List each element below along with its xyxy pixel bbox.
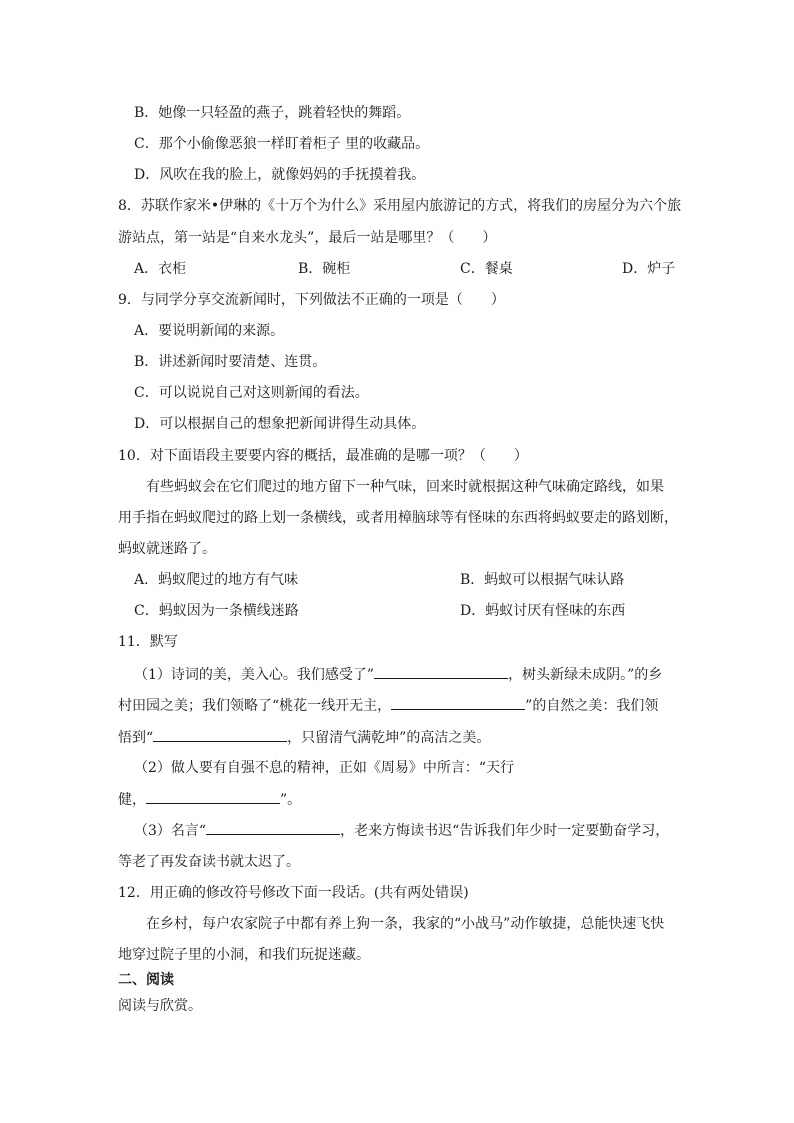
q12-passage-line1: 在乡村，每户农家院子中都有养上狗一条，我家的“小战马”动作敏捷，总能快速飞快 — [146, 916, 665, 932]
section-subtitle: 阅读与欣赏。 — [118, 998, 202, 1014]
q9-stem: 9．与同学分享交流新闻时，下列做法不正确的一项是（ ） — [118, 292, 505, 308]
fill-blank-3[interactable] — [153, 727, 287, 742]
q11-part1-text-e: 悟到“ — [118, 730, 154, 746]
q8-option-b: B．碗柜 — [298, 261, 351, 277]
q11-part1-text-f: ，只留清气满乾坤”的高洁之美。 — [287, 730, 491, 746]
q10-passage-line3: 蚂蚁就迷路了。 — [118, 541, 216, 557]
q9-option-d: D．可以根据自己的想象把新闻讲得生动具体。 — [134, 416, 426, 432]
q11-part1-text-a: （1）诗词的美，美入心。我们感受了” — [134, 667, 375, 683]
q9-option-a: A．要说明新闻的来源。 — [134, 323, 285, 339]
q10-passage-line2: 用手指在蚂蚁爬过的路上划一条横线，或者用樟脑球等有怪味的东西将蚂蚁要走的路划断， — [118, 510, 678, 526]
q10-option-c: C．蚂蚁因为一条横线迷路 — [134, 603, 299, 619]
q11-part3-line2: 等老了再发奋读书就太迟了。 — [118, 854, 300, 870]
q8-option-a: A．衣柜 — [134, 261, 187, 277]
q11-part3-text-a: （3）名言“ — [134, 823, 207, 839]
q11-part2-line2 — [118, 789, 301, 809]
q8-option-d: D．炉子 — [622, 261, 676, 277]
q10-option-d: D．蚂蚁讨厌有怪味的东西 — [460, 603, 626, 619]
q10-stem: 10．对下面语段主要要内容的概括，最准确的是哪一项？（ ） — [118, 448, 528, 464]
q8-stem-line1: 8．苏联作家米•伊琳的《十万个为什么》采用屋内旅游记的方式，将我们的房屋分为六个旅 — [118, 198, 682, 214]
q7-option-d: D．风吹在我的脸上，就像妈妈的手抚摸着我。 — [134, 167, 426, 183]
section-title-reading: 二、阅读 — [118, 972, 174, 988]
q7-option-c: C．那个小偷像恶狼一样盯着柜子 里的收藏品。 — [134, 136, 430, 152]
q11-stem: 11．默写 — [118, 634, 178, 650]
q11-part1-text-d: ”的自然之美：我们领 — [525, 698, 659, 714]
fill-blank-2[interactable] — [391, 695, 525, 710]
q11-part2-text-c: ”。 — [280, 792, 302, 808]
q10-option-a: A．蚂蚁爬过的地方有气味 — [134, 572, 299, 588]
q10-option-b: B．蚂蚁可以根据气味认路 — [460, 572, 625, 588]
q11-part1-text-c: 村田园之美；我们领略了“桃花一线开无主， — [118, 698, 392, 714]
q11-part2-text-b: 健， — [118, 792, 146, 808]
q10-passage-line1: 有些蚂蚁会在它们爬过的地方留下一种气味，回来时就根据这种气味确定路线，如果 — [146, 479, 664, 495]
q11-part3-line1 — [134, 820, 669, 840]
q11-part1-line2 — [118, 695, 658, 715]
q12-stem: 12．用正确的修改符号修改下面一段话。(共有两处错误) — [118, 885, 469, 901]
q11-part3-text-b: ，老来方悔读书迟“告诉我们年少时一定要勤奋学习， — [340, 823, 670, 839]
q9-option-b: B．讲述新闻时要清楚、连贯。 — [134, 354, 327, 370]
q11-part1-text-b: ，树头新绿未成阴。”的乡 — [508, 667, 663, 683]
fill-blank-4[interactable] — [146, 789, 280, 804]
fill-blank-5[interactable] — [206, 820, 340, 835]
q11-part1-line3 — [118, 727, 490, 747]
q11-part1-line1 — [134, 664, 662, 684]
q11-part2-line1: （2）做人要有自强不息的精神，正如《周易》中所言：“天行 — [134, 760, 515, 776]
q7-option-b: B．她像一只轻盈的燕子，跳着轻快的舞蹈。 — [134, 105, 411, 121]
fill-blank-1[interactable] — [374, 664, 508, 679]
q9-option-c: C．可以说说自己对这则新闻的看法。 — [134, 385, 369, 401]
q12-passage-line2: 地穿过院子里的小洞，和我们玩捉迷藏。 — [118, 947, 370, 963]
q8-option-c: C．餐桌 — [460, 261, 513, 277]
q8-stem-line2: 游站点，第一站是“自来水龙头”，最后一站是哪里？（ ） — [118, 230, 497, 246]
